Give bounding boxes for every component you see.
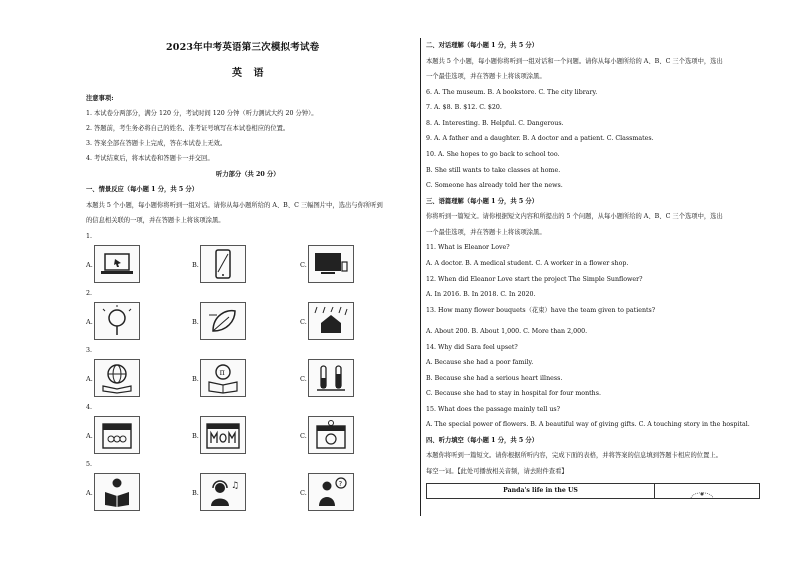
option-letter: C. bbox=[300, 375, 307, 383]
stamp-icon bbox=[689, 488, 715, 498]
section3-instructions: 一个最佳选项，并在答题卡上将该项涂黑。 bbox=[426, 229, 546, 236]
section1-instructions: 的信息相关联的一项，并在答题卡上将该项涂黑。 bbox=[86, 217, 225, 224]
headphones-music-icon[interactable] bbox=[200, 473, 246, 511]
svg-text:?: ? bbox=[338, 480, 343, 488]
option-letter: A. bbox=[86, 489, 93, 497]
notice-item: 3. 答案全部在答题卡上完成，答在本试卷上无效。 bbox=[86, 140, 227, 147]
question-number: 1. bbox=[86, 233, 93, 240]
svg-text:♫: ♫ bbox=[231, 481, 240, 491]
speaking-icon[interactable] bbox=[308, 473, 354, 511]
tree-sun-icon[interactable] bbox=[94, 302, 140, 340]
svg-text:π: π bbox=[219, 368, 225, 377]
laptop-icon[interactable] bbox=[94, 245, 140, 283]
question-number: 4. bbox=[86, 404, 93, 411]
notice-item: 4. 考试结束后，将本试卷和答题卡一并交回。 bbox=[86, 155, 214, 162]
calendar-face-icon[interactable] bbox=[308, 416, 354, 454]
test-tubes-icon[interactable] bbox=[308, 359, 354, 397]
question-5-options bbox=[86, 473, 386, 513]
phone-icon[interactable] bbox=[200, 245, 246, 283]
listening-part-title: 听力部分（共 20 分） bbox=[216, 171, 280, 178]
section3-title: 三、语篇理解（每小题 1 分，共 5 分） bbox=[426, 198, 538, 205]
question-number: 5. bbox=[86, 461, 93, 468]
option-letter: B. bbox=[192, 261, 199, 269]
question-line: 10. A. She hopes to go back to school too. bbox=[426, 151, 560, 158]
question-line: A. In 2016. B. In 2018. C. In 2020. bbox=[426, 291, 536, 298]
question-line: B. She still wants to take classes at home. bbox=[426, 167, 561, 174]
question-3-options bbox=[86, 359, 386, 399]
mom-calendar-icon[interactable] bbox=[200, 416, 246, 454]
option-letter: B. bbox=[192, 432, 199, 440]
question-line: B. Because she had a serious heart illness. bbox=[426, 375, 563, 382]
table-header: Panda's life in the US bbox=[427, 484, 655, 498]
subject-title: 英 语 bbox=[232, 68, 268, 79]
reading-icon[interactable] bbox=[94, 473, 140, 511]
section2-instructions: 本题共 5 个小题，每小题你将听到一组对话和一个问题。请你从每小题所给的 A、B、C 三个选项中，选出 bbox=[426, 58, 723, 65]
question-line: C. Because she had to stay in hospital for four months. bbox=[426, 390, 601, 397]
section2-instructions: 一个最佳选项，并在答题卡上将该项涂黑。 bbox=[426, 73, 546, 80]
option-letter: B. bbox=[192, 375, 199, 383]
question-line: 14. Why did Sara feel upset? bbox=[426, 344, 518, 351]
question-line: C. Someone has already told her the news. bbox=[426, 182, 563, 189]
option-letter: A. bbox=[86, 432, 93, 440]
question-line: 12. When did Eleanor Love start the project The Simple Sunflower? bbox=[426, 276, 643, 283]
section2-title: 二、对话理解（每小题 1 分，共 5 分） bbox=[426, 42, 538, 49]
question-4-options bbox=[86, 416, 386, 456]
option-letter: C. bbox=[300, 489, 307, 497]
option-letter: B. bbox=[192, 489, 199, 497]
question-line: 11. What is Eleanor Love? bbox=[426, 244, 510, 251]
question-line: A. Because she had a poor family. bbox=[426, 359, 534, 366]
question-line: 8. A. Interesting. B. Helpful. C. Dangerous. bbox=[426, 120, 564, 127]
section4-title: 四、听力填空（每小题 1 分，共 5 分） bbox=[426, 437, 538, 444]
question-line: 6. A. The museum. B. A bookstore. C. The city library. bbox=[426, 89, 598, 96]
notice-heading: 注意事项: bbox=[86, 95, 114, 102]
question-line: 9. A. A father and a daughter. B. A doctor and a patient. C. Classmates. bbox=[426, 135, 654, 142]
question-line: 13. How many flower bouquets（花束）have the team given to patients? bbox=[426, 307, 656, 314]
option-letter: B. bbox=[192, 318, 199, 326]
option-letter: C. bbox=[300, 318, 307, 326]
leaf-icon[interactable] bbox=[200, 302, 246, 340]
globe-book-icon[interactable] bbox=[94, 359, 140, 397]
question-line: A. A doctor. B. A medical student. C. A worker in a flower shop. bbox=[426, 260, 629, 267]
calendar-music-icon[interactable] bbox=[94, 416, 140, 454]
option-letter: C. bbox=[300, 432, 307, 440]
question-line: A. About 200. B. About 1,000. C. More than 2,000. bbox=[426, 328, 588, 335]
option-letter: C. bbox=[300, 261, 307, 269]
option-letter: A. bbox=[86, 375, 93, 383]
question-1-options bbox=[86, 245, 386, 285]
question-line: 7. A. $8. B. $12. C. $20. bbox=[426, 104, 502, 111]
section1-title: 一、情景反应（每小题 1 分，共 5 分） bbox=[86, 186, 198, 193]
section4-instructions: 每空一词。【此处可播放相关音频，请去附件查看】 bbox=[426, 468, 568, 475]
listening-table bbox=[426, 483, 760, 499]
pi-book-icon[interactable] bbox=[200, 359, 246, 397]
tv-icon[interactable] bbox=[308, 245, 354, 283]
section3-instructions: 你将听到一篇短文。请你根据短文内容和所提出的 5 个问题，从每小题所给的 A、B、C 三个选项中，选出 bbox=[426, 213, 723, 220]
notice-item: 1. 本试卷分两部分，满分 120 分，考试时间 120 分钟（听力测试大约 20 分钟）。 bbox=[86, 110, 318, 117]
question-line: A. The special power of flowers. B. A beautiful way of giving gifts. C. A touching story in the hospital. bbox=[426, 421, 750, 428]
notice-item: 2. 答题前，考生务必将自己的姓名、准考证号填写在本试卷相应的位置。 bbox=[86, 125, 290, 132]
question-2-options bbox=[86, 302, 386, 342]
question-number: 2. bbox=[86, 290, 93, 297]
section4-instructions: 本题你将听到一篇短文。请你根据所听内容，完成下面的表格，并将答案的信息填到答题卡相应的位置上。 bbox=[426, 452, 722, 459]
section1-instructions: 本题共 5 个小题，每小题你将听到一组对话。请你从每小题所给的 A、B、C 三幅图片中，选出与你所听到 bbox=[86, 202, 383, 209]
question-line: 15. What does the passage mainly tell us? bbox=[426, 406, 561, 413]
column-divider bbox=[420, 38, 421, 516]
option-letter: A. bbox=[86, 318, 93, 326]
exam-title: 2023年中考英语第三次模拟考试卷 bbox=[166, 42, 320, 53]
option-letter: A. bbox=[86, 261, 93, 269]
question-number: 3. bbox=[86, 347, 93, 354]
rain-house-icon[interactable] bbox=[308, 302, 354, 340]
